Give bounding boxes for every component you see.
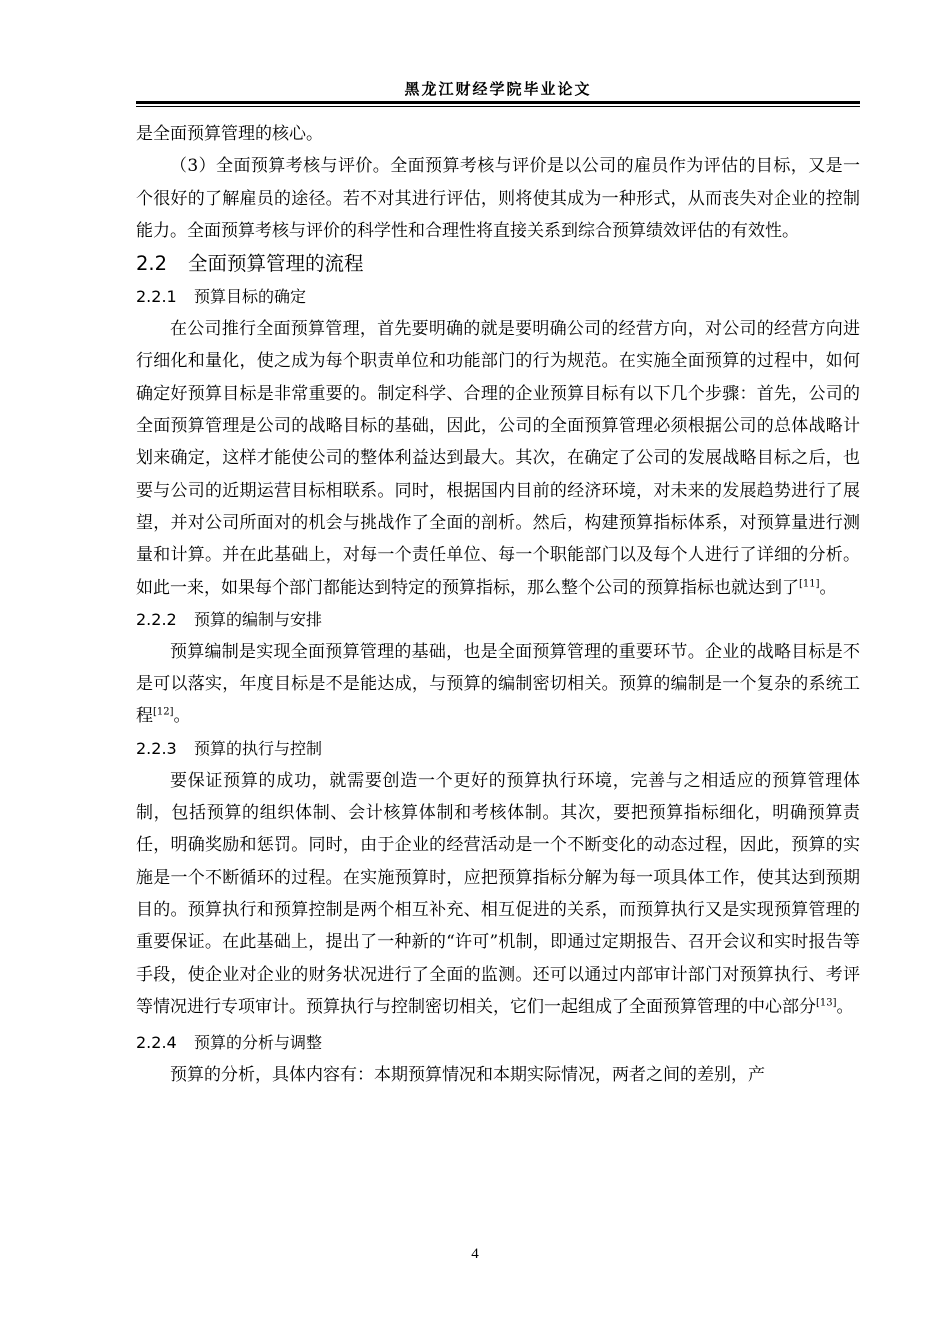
header-rule-thin	[136, 106, 860, 107]
paragraph-budget-target	[136, 313, 860, 604]
subsection-number: 2.2.3	[136, 738, 177, 758]
page-number: 4	[471, 1246, 479, 1262]
citation-12: [12]	[153, 706, 174, 718]
subsection-heading-2-2-1	[136, 281, 860, 313]
subsection-heading-2-2-4	[136, 1027, 860, 1059]
subsection-heading-2-2-3	[136, 733, 860, 765]
section-title: 全面预算管理的流程	[188, 252, 364, 276]
subsection-heading-2-2-2	[136, 604, 860, 636]
body-content	[136, 118, 860, 1091]
citation-11: [11]	[799, 577, 820, 589]
paragraph-assessment: （3）全面预算考核与评价。全面预算考核与评价是以公司的雇员作为评估的目标，又是一个很好的了解雇员的途径。若不对其进行评估，则将使其成为一种形式，从而丧失对企业的控制能力。全面预算考核与评价的科学性和合理性将直接关系到综合预算绩效评估的有效性。	[136, 156, 860, 241]
paragraph-continuation: 是全面预算管理的核心。	[136, 124, 323, 144]
paragraph-budget-execution	[136, 765, 860, 1023]
paragraph-budget-preparation	[136, 636, 860, 733]
subsection-title: 预算的分析与调整	[194, 1033, 323, 1053]
paragraph-budget-analysis: 预算的分析，具体内容有：本期预算情况和本期实际情况，两者之间的差别，产	[170, 1065, 765, 1086]
paragraph-end: 。	[173, 706, 191, 727]
paragraph-end: 。	[836, 996, 854, 1017]
subsection-title: 预算的执行与控制	[194, 738, 323, 758]
subsection-title: 预算目标的确定	[194, 287, 307, 307]
citation-13: [13]	[816, 997, 837, 1009]
paragraph-text: 在公司推行全面预算管理，首先要明确的就是要明确公司的经营方向，对公司的经营方向进行细化和量化，使之成为每个职责单位和功能部门的行为规范。在实施全面预算的过程中，如何确定好预算目标是非常重要的。制定科学、合理的企业预算目标有以下几个步骤：首先，公司的全面预算管理是公司的战略目标的基础，因此，公司的全面预算管理必须根据公司的总体战略计划来确定，这样才能使公司的整体利益达到最大。其次，在确定了公司的发展战略目标之后，也要与公司的近期运营目标相联系。同时，根据国内目前的经济环境，对未来的发展趋势进行了展望，并对公司所面对的机会与挑战作了全面的剖析。然后，构建预算指标体系，对预算量进行测量和计算。并在此基础上，对每一个责任单位、每一个职能部门以及每个人进行了详细的分析。如此一来，如果每个部门都能达到特定的预算指标，那么整个公司的预算指标也就达到了	[136, 319, 860, 598]
section-number: 2.2	[136, 252, 168, 276]
subsection-number: 2.2.4	[136, 1033, 177, 1053]
subsection-number: 2.2.2	[136, 609, 177, 629]
subsection-number: 2.2.1	[136, 287, 177, 307]
paragraph-text: 预算编制是实现全面预算管理的基础，也是全面预算管理的重要环节。企业的战略目标是不是可以落实，年度目标是不是能达成，与预算的编制密切相关。预算的编制是一个复杂的系统工程	[136, 641, 860, 727]
section-heading-2-2	[136, 247, 860, 281]
running-header: 黑龙江财经学院毕业论文	[404, 80, 592, 98]
paragraph-text: 要保证预算的成功，就需要创造一个更好的预算执行环境，完善与之相适应的预算管理体制，包括预算的组织体制、会计核算体制和考核体制。其次，要把预算指标细化，明确预算责任，明确奖励和惩罚。同时，由于企业的经营活动是一个不断变化的动态过程，因此，预算的实施是一个不断循环的过程。在实施预算时，应把预算指标分解为每一项具体工作，使其达到预期目的。预算执行和预算控制是两个相互补充、相互促进的关系，而预算执行又是实现预算管理的重要保证。在此基础上，提出了一种新的“许可”机制，即通过定期报告、召开会议和实时报告等手段，使企业对企业的财务状况进行了全面的监测。还可以通过内部审计部门对预算执行、考评等情况进行专项审计。预算执行与控制密切相关，它们一起组成了全面预算管理的中心部分	[136, 770, 860, 1017]
subsection-title: 预算的编制与安排	[194, 609, 323, 629]
paragraph-end: 。	[819, 577, 837, 598]
header-rule-thick	[136, 101, 860, 104]
